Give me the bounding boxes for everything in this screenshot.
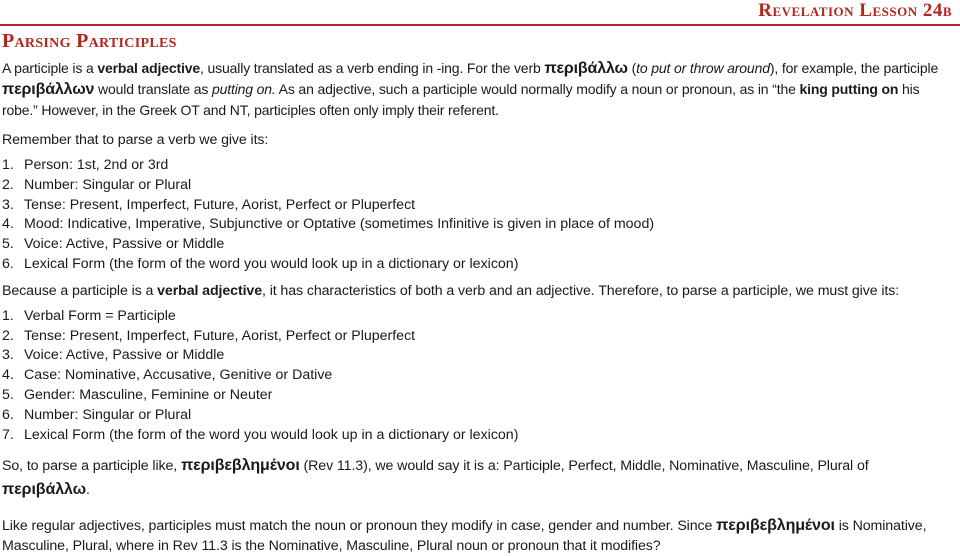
participle-list-item: [2, 426, 954, 446]
like-text-2: is Nominative, Masculine, Plural, where in Rev 11.3 is the Nominative, Masculine, Plural noun or pronoun that it modifies?: [2, 518, 927, 555]
lesson-header: Revelation Lesson 24b: [758, 0, 952, 21]
list-text: Lexical Form (the form of the word you would look up in a dictionary or lexicon): [24, 426, 519, 443]
example-text-1: So, to parse a participle like,: [2, 458, 181, 475]
because-paragraph: [2, 281, 954, 301]
like-text-1: Like regular adjectives, participles must match the noun or pronoun they modify in case, gender and number. Since: [2, 518, 717, 535]
intro-text-2: , usually translated as a verb ending in -ing. For the verb: [200, 60, 545, 76]
list-text: Verbal Form = Participle: [24, 307, 176, 324]
participle-list-item: [2, 346, 954, 366]
example-text-2: (Rev 11.3), we would say it is a: Participle, Perfect, Middle, Nominative, Masculine, Plural of: [299, 458, 869, 475]
verb-list-item: [2, 255, 954, 275]
list-text: Lexical Form (the form of the word you would look up in a dictionary or lexicon): [24, 255, 519, 272]
list-number: 1.: [2, 157, 14, 173]
intro-text-4: ), for example, the participle: [769, 60, 939, 76]
list-number: 1.: [2, 307, 14, 324]
greek-example-lexical: περιβάλλω: [2, 481, 87, 499]
spacer: [2, 445, 954, 454]
spacer: [2, 502, 954, 516]
participle-parse-list: [2, 307, 954, 446]
participle-list-item: [2, 366, 954, 386]
greek-like-participle: περιβεβλημένοι: [716, 517, 835, 535]
list-number: 6.: [2, 406, 14, 423]
list-number: 6.: [2, 255, 14, 272]
intro-paragraph: [2, 58, 954, 121]
participle-list-item: [2, 327, 954, 347]
verb-list-item: [2, 156, 954, 176]
verb-list-item: [2, 196, 954, 216]
list-text: Tense: Present, Imperfect, Future, Aorist, Perfect or Pluperfect: [24, 196, 416, 213]
intro-text-7: his robe.” However, in the Greek OT and NT, participles often only imply their referent.: [2, 81, 920, 118]
intro-text-5: would translate as: [94, 81, 212, 97]
list-text: Gender: Masculine, Feminine or Neuter: [24, 386, 273, 403]
list-number: 2.: [2, 176, 14, 193]
list-number: 7.: [2, 426, 14, 443]
participle-list-item: [2, 386, 954, 406]
greek-participle: περιβάλλων: [2, 81, 95, 98]
spacer: [2, 121, 954, 130]
list-text: Number: Singular or Plural: [24, 176, 192, 193]
list-number: 3.: [2, 347, 14, 364]
list-number: 4.: [2, 367, 14, 384]
list-number: 5.: [2, 236, 14, 253]
list-number: 4.: [2, 216, 14, 233]
participle-list-item: [2, 406, 954, 426]
list-number: 3.: [2, 196, 14, 213]
verb-list-item: [2, 235, 954, 255]
verb-list-item: [2, 215, 954, 235]
remember-line: Remember that to parse a verb we give its:: [2, 132, 269, 148]
list-number: 5.: [2, 386, 14, 403]
list-number: 2.: [2, 327, 14, 344]
list-text: Voice: Active, Passive or Middle: [24, 347, 225, 364]
list-text: Case: Nominative, Accusative, Genitive or Dative: [24, 367, 333, 384]
greek-example-participle: περιβεβλημένοι: [180, 457, 300, 475]
list-text: Voice: Active, Passive or Middle: [24, 236, 225, 253]
list-text: Person: 1st, 2nd or 3rd: [24, 157, 169, 173]
intro-text-6: As an adjective, such a participle would normally modify a noun or pronoun, as in “the: [275, 81, 800, 97]
because-text-1: Because a participle is a: [2, 282, 158, 299]
intro-text-1: A participle is a: [2, 60, 98, 76]
intro-bold-verbal-adjective: verbal adjective: [97, 60, 201, 76]
like-paragraph: [2, 516, 954, 556]
because-bold-verbal-adjective: verbal adjective: [157, 282, 263, 299]
verb-parse-list: [2, 156, 954, 275]
intro-bold-king-putting-on: king putting on: [799, 81, 899, 97]
because-text-2: , it has characteristics of both a verb and an adjective. Therefore, to parse a participle, we must give its:: [262, 282, 900, 299]
participle-list-item: [2, 307, 954, 327]
document-body: [2, 58, 954, 556]
intro-putting-on: putting on.: [211, 81, 276, 97]
example-paragraph: [2, 454, 954, 502]
intro-text-3: (: [627, 60, 637, 76]
list-text: Number: Singular or Plural: [24, 406, 192, 423]
intro-gloss: to put or throw around: [636, 60, 770, 76]
verb-list-item: [2, 176, 954, 196]
page-title: Parsing Participles: [2, 30, 177, 52]
list-text: Tense: Present, Imperfect, Future, Aorist, Perfect or Pluperfect: [24, 327, 416, 344]
example-text-3: .: [86, 482, 90, 499]
list-text: Mood: Indicative, Imperative, Subjunctive or Optative (sometimes Infinitive is given in place of mood): [24, 216, 655, 233]
header-rule: [0, 24, 960, 26]
greek-verb: περιβάλλω: [544, 60, 628, 77]
